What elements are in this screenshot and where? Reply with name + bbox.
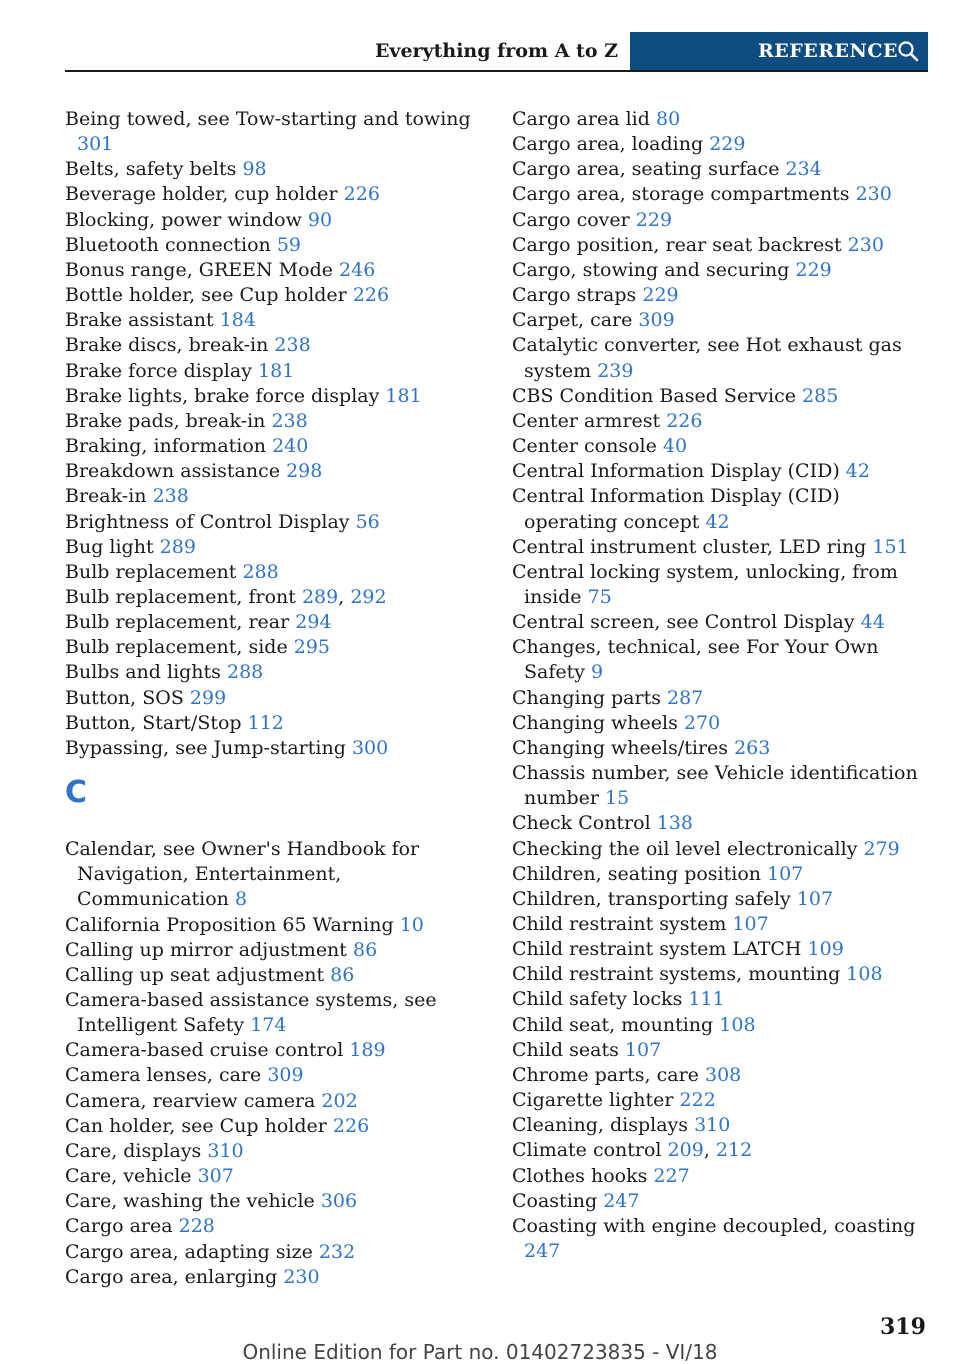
page-reference-link[interactable]: 279 [863,837,900,860]
index-entry [65,635,483,660]
edition-footer: Online Edition for Part no. 01402723835 - VI/18 [242,1340,718,1364]
index-entry [65,1139,483,1164]
page-reference-link[interactable]: 310 [207,1139,244,1162]
index-entry [65,686,483,711]
page-reference-link[interactable]: 40 [662,435,688,458]
index-entry-term: Central locking system, unlocking, from inside [512,560,898,608]
page-reference-link[interactable]: 230 [847,233,884,256]
index-entry [512,761,928,811]
index-entry [512,1113,928,1138]
index-entry [512,937,928,962]
index-entry-term: Children, transporting safely [512,887,791,910]
index-entry [512,1214,928,1264]
page-reference-link[interactable]: 174 [250,1014,287,1037]
index-entry [65,510,483,535]
index-entry-term: Calling up mirror adjustment [65,938,347,961]
page-reference-link[interactable]: 42 [705,510,730,533]
page-reference-link[interactable]: 138 [656,812,693,835]
page-reference-link[interactable]: 86 [352,938,378,961]
page-reference-link[interactable]: 151 [872,535,909,558]
index-entry [65,384,483,409]
page-reference-link[interactable]: 310 [694,1114,731,1137]
index-entry-term: Braking, information [65,435,267,458]
index-entry [65,409,483,434]
index-entry-term: Cargo cover [512,208,630,231]
index-entry-term: Beverage holder, cup holder [65,183,338,206]
index-entry [65,107,483,157]
index-entry-term: Cargo area, loading [512,133,704,156]
page-reference-link[interactable]: 209 [667,1139,704,1162]
page-reference-link[interactable]: 232 [318,1240,356,1263]
page-reference-link[interactable]: 246 [339,258,376,281]
index-entry-term: Center armrest [512,409,661,432]
index-entry-term: Being towed, see Tow-starting and towing [65,108,471,130]
page-reference-link[interactable]: 202 [321,1089,358,1112]
index-entry-term: Calling up seat adjustment [65,963,325,986]
index-entry [512,283,928,308]
index-entry-term: Central Information Display (CID) [512,460,840,483]
page-reference-link[interactable]: 108 [846,963,883,986]
index-entry-term: Child restraint system [512,913,727,935]
index-entry [512,459,928,484]
index-entry-term: Brightness of Control Display [65,510,350,533]
index-entry [65,208,483,233]
index-entry-term: Cargo area, seating surface [512,158,780,181]
page-reference-link[interactable]: 15 [605,787,630,810]
index-entry-term: Bug light [65,535,154,558]
page-reference-link[interactable]: 229 [709,133,746,156]
page-reference-link[interactable]: 229 [795,258,832,281]
page-reference-link[interactable]: 181 [258,359,295,382]
page-reference-link[interactable]: 75 [587,585,612,608]
page-reference-link[interactable]: 107 [732,913,769,935]
header-rule [65,70,928,72]
page-reference-link[interactable]: 238 [274,334,311,357]
index-entry [512,484,928,534]
index-entry [512,912,928,937]
page-reference-link[interactable]: 287 [667,686,704,709]
page-reference-link[interactable]: 226 [352,284,390,307]
index-entry [512,736,928,761]
index-entry [65,1240,483,1265]
index-entry-term: Catalytic converter, see Hot exhaust gas system [512,334,902,382]
index-entry [65,913,483,938]
index-entry [512,987,928,1012]
index-entry-term: Camera-based assistance systems, see Intelligent Safety [65,989,437,1037]
index-entry-term: Blocking, power window [65,208,302,231]
index-entry-term: Central screen, see Control Display [512,611,855,634]
index-entry-term: Checking the oil level electronically [512,837,858,860]
index-entry-term: Cargo area [65,1215,173,1238]
index-entry-term: Coasting [512,1189,598,1212]
page-reference-link[interactable]: 285 [802,384,839,407]
index-entry [65,308,483,333]
page-reference-link[interactable]: 288 [226,661,264,684]
page-number: 319 [880,1314,926,1340]
index-entry-term: Clothes hooks [512,1164,648,1187]
index-entry [65,1063,483,1088]
index-entry-term: Button, Start/Stop [65,711,242,734]
index-entry-term: Camera, rearview camera [65,1089,316,1112]
index-entry [65,1164,483,1189]
page-reference-link[interactable]: 107 [796,887,834,910]
index-entry [65,1114,483,1139]
index-entry-term: Cargo area, storage compartments [512,183,850,206]
index-entry [65,711,483,736]
page-reference-link[interactable]: 298 [286,460,323,483]
page-reference-link[interactable]: 212 [715,1139,753,1162]
index-entry [512,887,928,912]
index-entry-term: Central Information Display (CID) operating concept [512,485,840,533]
index-entry [512,333,928,383]
index-entry [512,837,928,862]
index-entry-term: Changing wheels/tires [512,736,729,759]
index-entry-term: Cleaning, displays [512,1114,689,1137]
page-reference-link[interactable]: 80 [655,108,681,130]
section-tab[interactable] [630,32,928,70]
index-entry-term: Bulb replacement, rear [65,611,290,634]
index-entry [65,938,483,963]
page-reference-link[interactable]: 44 [860,611,885,634]
index-entry-term: Child restraint systems, mounting [512,963,841,986]
index-entry [512,1164,928,1189]
index-entry-term: Brake lights, brake force display [65,384,380,407]
page-reference-link[interactable]: 109 [807,938,844,961]
index-entry-term: Bulb replacement [65,560,237,583]
page-reference-link[interactable]: 189 [349,1039,386,1062]
page-reference-link[interactable]: 288 [242,560,279,583]
page-reference-link[interactable]: 292 [350,585,387,608]
page-reference-link[interactable]: 263 [734,736,771,759]
index-section-heading: C [65,775,88,811]
index-entry-term: Cargo position, rear seat backrest [512,233,842,256]
index-entry-term: Bonus range, GREEN Mode [65,258,333,281]
index-entry-term: Camera lenses, care [65,1064,262,1087]
index-entry-term: Center console [512,435,657,458]
index-entry-term: Break-in [65,485,147,508]
index-entry [65,1214,483,1239]
index-entry-term: Calendar, see Owner's Handbook for Navigation, Entertainment, Communication [65,838,420,911]
index-entry [65,660,483,685]
page-reference-link[interactable]: 230 [283,1265,320,1288]
page-reference-link[interactable]: 86 [330,963,355,986]
index-entry [512,132,928,157]
index-entry-term: Camera-based cruise control [65,1039,344,1062]
index-entry [65,610,483,635]
index-column-left [65,107,483,1290]
index-entry [512,811,928,836]
page-reference-link[interactable]: 247 [524,1240,561,1263]
page-reference-link[interactable]: 226 [666,409,703,432]
page-reference-link[interactable]: 309 [267,1064,304,1087]
index-entry-term: Child restraint system LATCH [512,938,802,961]
index-entry [512,610,928,635]
page-reference-link[interactable]: 289 [159,535,196,558]
index-entry [65,359,483,384]
index-entry [512,535,928,560]
index-entry-term: Cargo, stowing and securing [512,258,790,281]
index-entry-term: Chrome parts, care [512,1063,699,1086]
page-reference-link[interactable]: 107 [624,1038,662,1061]
index-entry [512,1189,928,1214]
index-entry [512,711,928,736]
index-entry [65,484,483,509]
index-entry [65,736,483,761]
index-entry [65,233,483,258]
index-entry-term: California Proposition 65 Warning [65,913,394,936]
index-entry-term: Bulb replacement, side [65,636,288,659]
page-reference-link[interactable]: 229 [642,284,679,307]
index-entry [512,258,928,283]
page-reference-link[interactable]: 307 [197,1165,234,1188]
index-entry [65,535,483,560]
section-label: REFERENCE [758,40,898,62]
index-entry [65,988,483,1038]
index-entry [65,560,483,585]
index-entry-term: Can holder, see Cup holder [65,1114,327,1137]
page-reference-link[interactable]: 228 [178,1215,215,1238]
header-title: Everything from A to Z [374,40,618,62]
index-entry-term: Children, seating position [512,862,762,885]
page-reference-link[interactable]: 270 [683,711,721,734]
index-entry-term: CBS Condition Based Service [512,384,796,407]
page-reference-link[interactable]: 226 [343,183,380,206]
index-entry [512,1088,928,1113]
index-entry-term: Cargo area lid [512,108,650,130]
page-reference-link[interactable]: 56 [355,510,380,533]
page-reference-link[interactable]: 289 [301,585,339,608]
page-header [65,32,928,70]
index-entry [512,1063,928,1088]
index-entry [512,1038,928,1063]
page-reference-link[interactable]: 308 [704,1063,742,1086]
index-entry-term: Brake pads, break-in [65,409,266,432]
page-reference-link[interactable]: 98 [242,158,267,181]
index-entry-term: Belts, safety belts [65,158,237,181]
page-reference-link[interactable]: 59 [276,233,302,256]
index-entry [65,459,483,484]
index-entry-term: Brake discs, break-in [65,334,269,357]
page-reference-link[interactable]: 295 [293,636,331,659]
index-entry [512,1013,928,1038]
index-entry [512,635,928,685]
index-entry [512,434,928,459]
index-entry-term: Care, washing the vehicle [65,1190,315,1213]
index-entry-term: Cargo area, enlarging [65,1265,278,1288]
index-entry: Bulb replacement, front 289, 292 [65,585,387,608]
index-entry [512,384,928,409]
index-entry-term: Brake force display [65,359,252,382]
page-reference-link[interactable]: 234 [785,158,822,181]
index-entry [65,333,483,358]
index-entry-term: Cargo area, adapting size [65,1240,313,1263]
index-entry-term: Child seat, mounting [512,1013,714,1036]
page-reference-link[interactable]: 247 [603,1189,640,1212]
index-entry [512,208,928,233]
index-entry-term: Cigarette lighter [512,1089,674,1112]
index-entry [512,962,928,987]
index-entry-term: Bypassing, see Jump-starting [65,736,346,759]
page-reference-link[interactable]: 300 [351,736,389,759]
page-reference-link[interactable]: 112 [247,711,284,734]
page-reference-link[interactable]: 230 [855,183,892,206]
page-reference-link[interactable]: 229 [635,208,673,231]
index-entry [512,182,928,207]
index-entry-term: Central instrument cluster, LED ring [512,535,867,558]
index-entry [512,862,928,887]
page-reference-link[interactable]: 240 [272,435,309,458]
index-entry-term: Bulbs and lights [65,661,221,684]
page-reference-link[interactable]: 42 [845,460,870,483]
index-entry-term: Child seats [512,1038,619,1061]
index-entry-term: Bulb replacement, front [65,585,296,608]
page-reference-link[interactable]: 181 [385,384,422,407]
page-reference-link[interactable]: 9 [591,661,604,684]
index-entry-term: Button, SOS [65,686,184,709]
index-entry [65,1189,483,1214]
index-entry-term: Bottle holder, see Cup holder [65,284,347,307]
index-entry: Climate control 209, 212 [512,1139,753,1162]
index-entry-term: Changes, technical, see For Your Own Safety [512,636,879,684]
index-entry-term: Changing wheels [512,711,678,734]
search-icon[interactable] [896,39,920,63]
index-entry [65,1089,483,1114]
index-entry [65,258,483,283]
index-entry [512,308,928,333]
index-entry [65,157,483,182]
index-entry [512,686,928,711]
page-reference-link[interactable]: 299 [189,686,227,709]
index-entry-term: Climate control [512,1139,662,1162]
index-entry-term: Bluetooth connection [65,233,271,256]
page-reference-link[interactable]: 184 [219,309,256,332]
page-reference-link[interactable]: 294 [295,611,332,634]
index-entry [512,157,928,182]
page-reference-link[interactable]: 238 [271,409,308,432]
page-reference-link[interactable]: 238 [152,485,189,508]
page-reference-link[interactable]: 10 [399,913,424,936]
index-entry [512,107,928,132]
page-reference-link[interactable]: 90 [307,208,333,231]
index-entry-term: Child safety locks [512,988,683,1011]
index-entry-term: Check Control [512,812,651,835]
index-entry [65,182,483,207]
page-reference-link[interactable]: 301 [77,133,114,156]
page-reference-link[interactable]: 239 [597,359,634,382]
index-entry-term: Chassis number, see Vehicle identification number [512,762,918,810]
page-reference-link[interactable]: 107 [767,862,804,885]
page-reference-link[interactable]: 108 [719,1013,756,1036]
index-entry-term: Care, vehicle [65,1165,192,1188]
index-entry-term: Changing parts [512,686,661,709]
index-entry [65,434,483,459]
index-entry [65,963,483,988]
index-entry-term: Cargo straps [512,284,637,307]
index-entry [65,837,483,912]
page-reference-link[interactable]: 309 [638,309,675,332]
page-reference-link[interactable]: 306 [320,1190,358,1213]
index-entry [512,409,928,434]
page-reference-link[interactable]: 111 [688,988,725,1011]
index-entry-term: Brake assistant [65,309,214,332]
index-entry-term: Care, displays [65,1139,202,1162]
page-reference-link[interactable]: 222 [679,1089,716,1112]
index-entry [65,1038,483,1063]
page-reference-link[interactable]: 227 [653,1164,690,1187]
index-entry-term: Coasting with engine decoupled, coasting [512,1214,916,1237]
index-entry [512,560,928,610]
index-entry [65,283,483,308]
page-reference-link[interactable]: 226 [332,1114,370,1137]
index-entry-term: Breakdown assistance [65,460,281,483]
index-entry [512,233,928,258]
index-column-right [512,107,928,1264]
page-reference-link[interactable]: 8 [234,888,248,911]
index-entry [65,1265,483,1290]
index-entry-term: Carpet, care [512,309,633,332]
